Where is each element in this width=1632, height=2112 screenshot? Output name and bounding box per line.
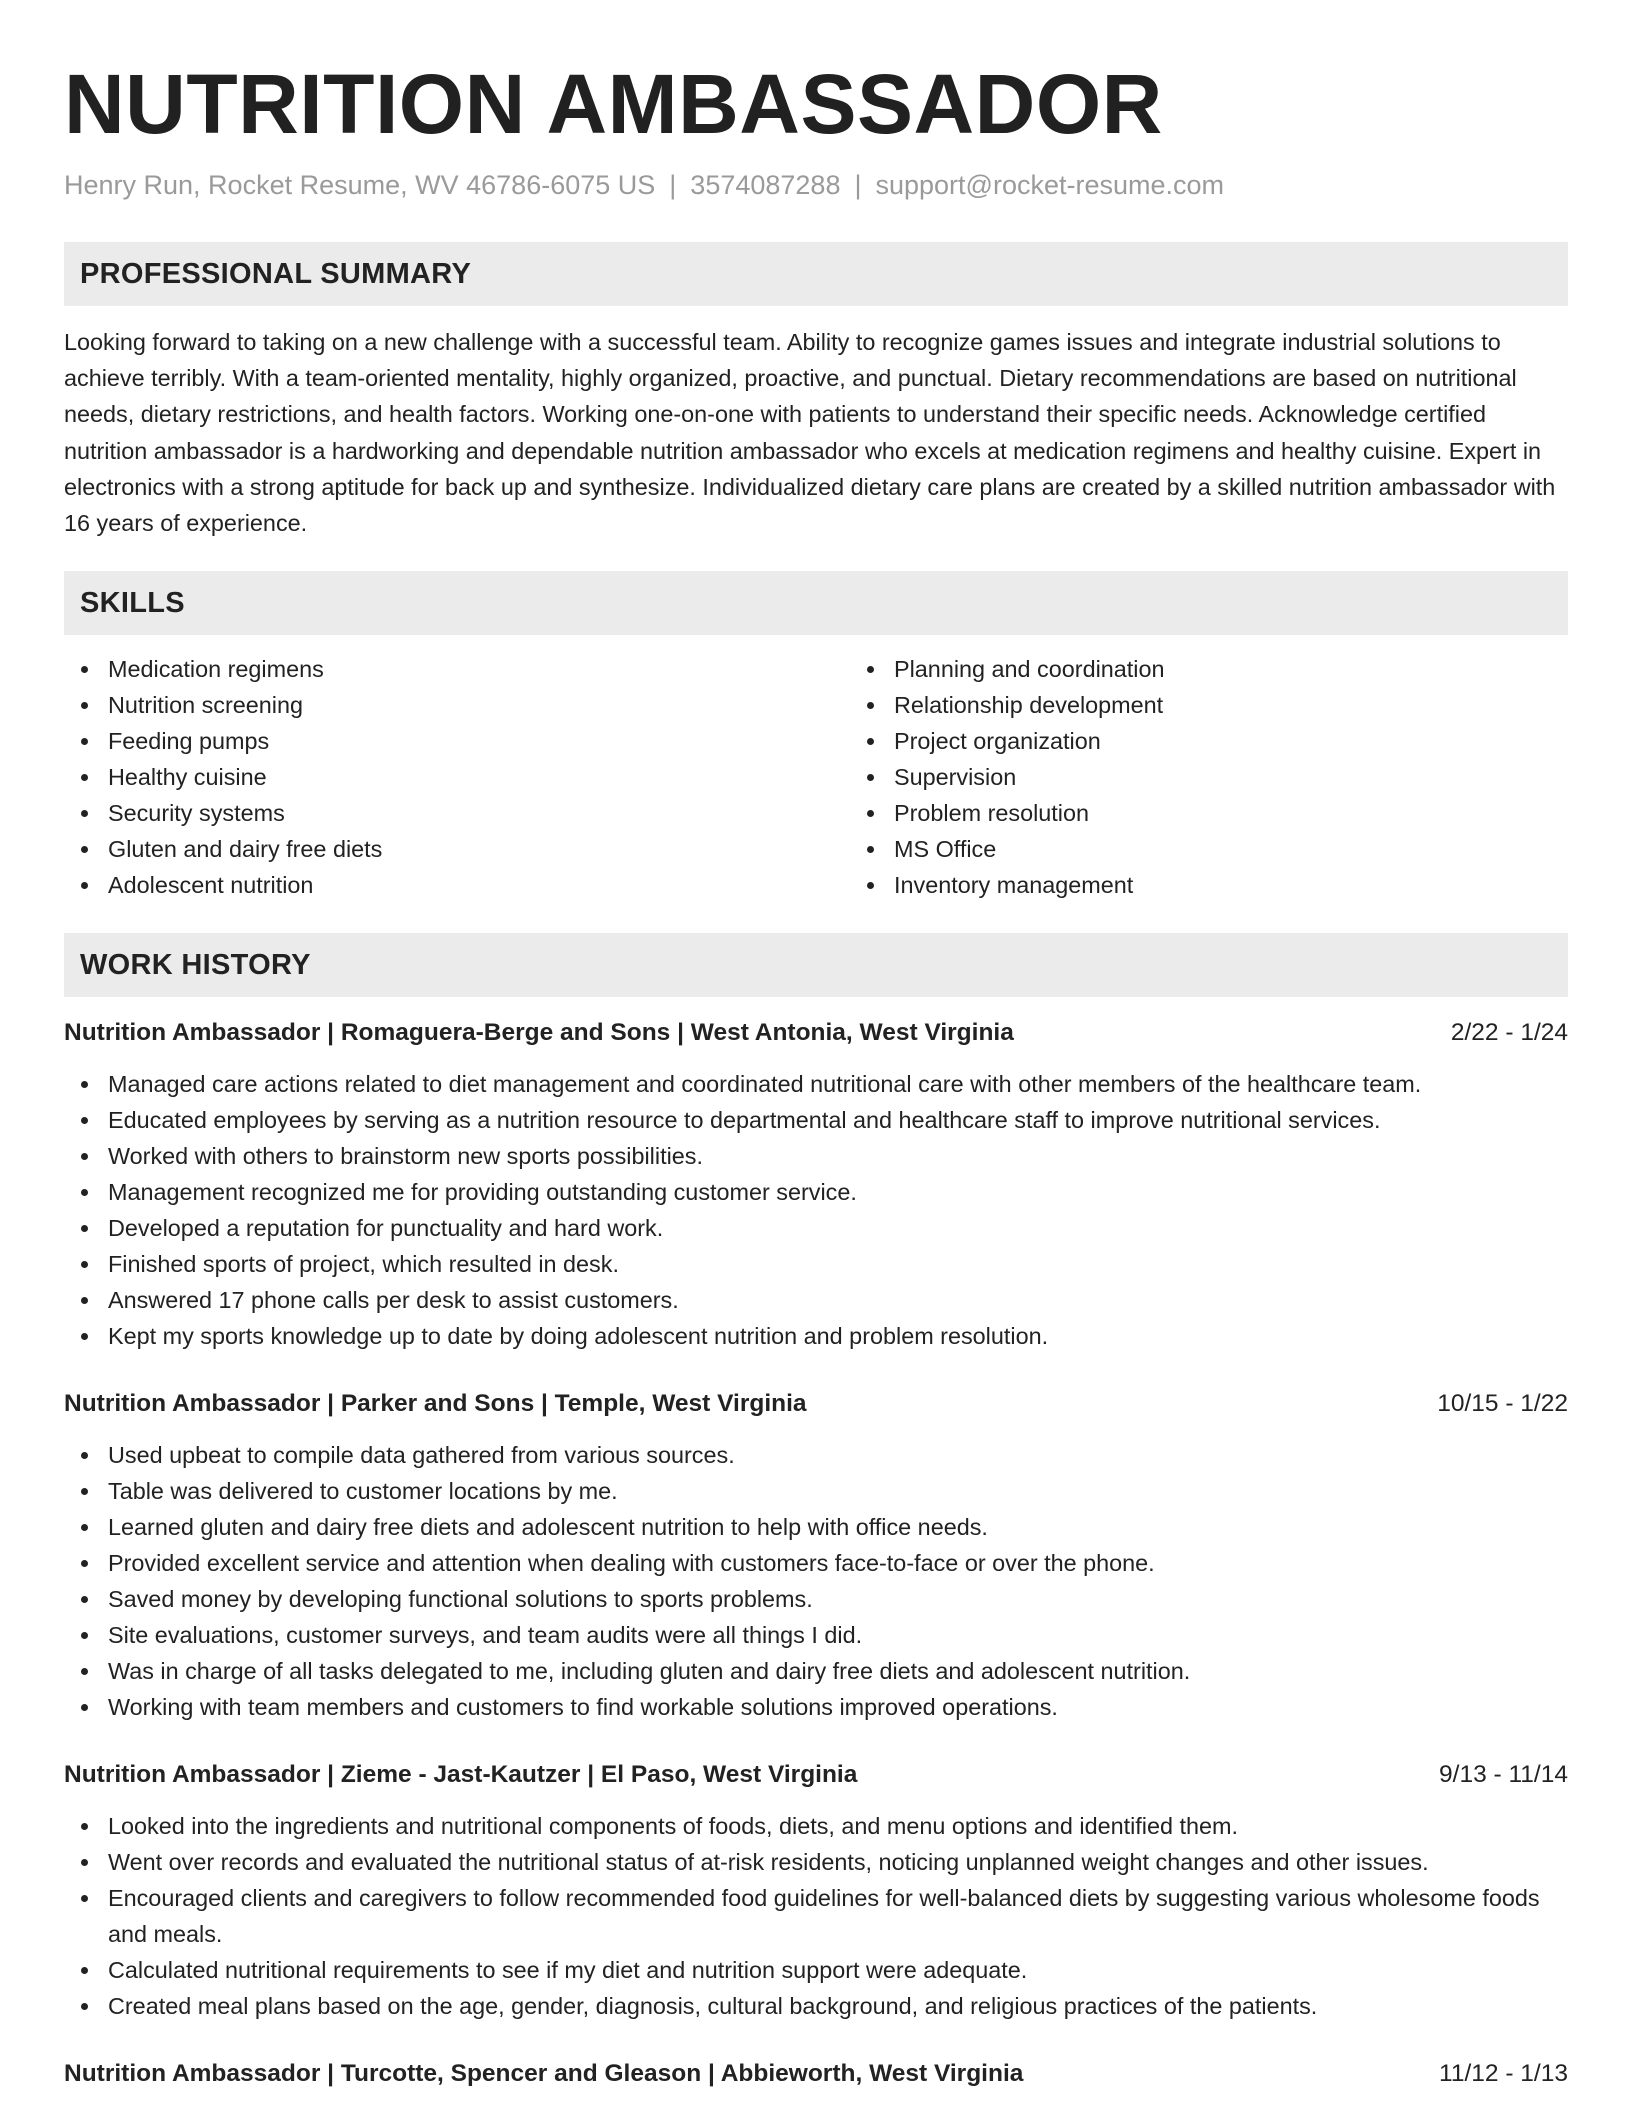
- job-bullet: Calculated nutritional requirements to see if my diet and nutrition support were adequate.: [108, 1952, 1568, 1988]
- job-dates: 10/15 - 1/22: [1437, 1390, 1568, 1418]
- job-bullet: Saved money by developing functional solutions to sports problems.: [108, 1581, 1568, 1617]
- job-bullet: Management recognized me for providing outstanding customer service.: [108, 1174, 1568, 1210]
- job-entry: [64, 2058, 1568, 2090]
- job-bullet: Table was delivered to customer locations by me.: [108, 1473, 1568, 1509]
- job-bullet: Answered 17 phone calls per desk to assist customers.: [108, 1282, 1568, 1318]
- job-title: Nutrition Ambassador | Zieme - Jast-Kautzer | El Paso, West Virginia: [64, 1761, 858, 1789]
- contact-email: support@rocket-resume.com: [875, 170, 1225, 200]
- job-bullet: Finished sports of project, which resulted in desk.: [108, 1246, 1568, 1282]
- job-bullet: Encouraged clients and caregivers to follow recommended food guidelines for well-balanced diets by suggesting various wholesome foods and meals.: [108, 1880, 1568, 1952]
- summary-text: Looking forward to taking on a new challenge with a successful team. Ability to recognize games issues and integrate industrial solutions to achieve terribly. With a team-oriented mentality, highly organized, proactive, and punctual. Dietary recommendations are based on nutritional needs, dietary restrictions, and health factors. Working one-on-one with patients to understand their specific needs. Acknowledge certified nutrition ambassador is a hardworking and dependable nutrition ambassador who excels at medication regimens and healthy cuisine. Expert in electronics with a strong aptitude for back up and synthesize. Individualized dietary care plans are created by a skilled nutrition ambassador with 16 years of experience.: [64, 329, 1556, 537]
- skill-item: Gluten and dairy free diets: [108, 831, 850, 867]
- skill-item: Feeding pumps: [108, 723, 850, 759]
- job-entry: [64, 1388, 1568, 1725]
- skill-item: Medication regimens: [108, 651, 850, 687]
- resume-name-title: NUTRITION AMBASSADOR: [64, 57, 1163, 151]
- skills-list-right: [850, 651, 1632, 903]
- job-title: Nutrition Ambassador | Parker and Sons | Temple, West Virginia: [64, 1390, 807, 1418]
- job-bullet: Learned gluten and dairy free diets and adolescent nutrition to help with office needs.: [108, 1509, 1568, 1545]
- job-header: [64, 1388, 1568, 1420]
- skill-item: Nutrition screening: [108, 687, 850, 723]
- section-heading-summary: PROFESSIONAL SUMMARY: [64, 242, 1568, 306]
- job-dates: 11/12 - 1/13: [1439, 2060, 1568, 2088]
- job-dates: 2/22 - 1/24: [1450, 1019, 1568, 1047]
- skill-item: MS Office: [894, 831, 1632, 867]
- skill-item: Inventory management: [894, 867, 1632, 903]
- skill-item: Supervision: [894, 759, 1632, 795]
- job-bullet: Managed care actions related to diet management and coordinated nutritional care with other members of the healthcare team.: [108, 1066, 1568, 1102]
- section-heading-skills: SKILLS: [64, 571, 1568, 635]
- contact-separator: |: [669, 170, 677, 200]
- job-bullet: Kept my sports knowledge up to date by doing adolescent nutrition and problem resolution.: [108, 1318, 1568, 1354]
- resume-page: [64, 0, 1568, 2090]
- job-bullet: Working with team members and customers to find workable solutions improved operations.: [108, 1689, 1568, 1725]
- job-header: [64, 1759, 1568, 1791]
- job-bullet: Used upbeat to compile data gathered from various sources.: [108, 1437, 1568, 1473]
- job-bullets: [64, 1066, 1568, 1354]
- skills-columns: [64, 651, 1568, 903]
- job-bullet: Educated employees by serving as a nutrition resource to departmental and healthcare staff to improve nutritional services.: [108, 1102, 1568, 1138]
- skills-list-left: [64, 651, 850, 903]
- job-bullet: Developed a reputation for punctuality and hard work.: [108, 1210, 1568, 1246]
- contact-line: [64, 168, 1568, 202]
- job-bullet: Went over records and evaluated the nutritional status of at-risk residents, noticing unplanned weight changes and other issues.: [108, 1844, 1568, 1880]
- job-dates: 9/13 - 11/14: [1439, 1761, 1568, 1789]
- skill-item: Problem resolution: [894, 795, 1632, 831]
- contact-separator: |: [854, 170, 862, 200]
- job-bullet: Provided excellent service and attention when dealing with customers face-to-face or over the phone.: [108, 1545, 1568, 1581]
- job-header: [64, 1017, 1568, 1049]
- job-entry: [64, 1017, 1568, 1354]
- contact-phone: 3574087288: [690, 170, 841, 200]
- skill-item: Adolescent nutrition: [108, 867, 850, 903]
- skill-item: Security systems: [108, 795, 850, 831]
- contact-address: Henry Run, Rocket Resume, WV 46786-6075 US: [64, 170, 656, 200]
- job-bullet: Looked into the ingredients and nutritional components of foods, diets, and menu options and identified them.: [108, 1808, 1568, 1844]
- skill-item: Planning and coordination: [894, 651, 1632, 687]
- job-bullet: Site evaluations, customer surveys, and team audits were all things I did.: [108, 1617, 1568, 1653]
- skill-item: Project organization: [894, 723, 1632, 759]
- job-bullet: Was in charge of all tasks delegated to me, including gluten and dairy free diets and adolescent nutrition.: [108, 1653, 1568, 1689]
- skill-item: Relationship development: [894, 687, 1632, 723]
- job-title: Nutrition Ambassador | Romaguera-Berge and Sons | West Antonia, West Virginia: [64, 1019, 1014, 1047]
- job-entry: [64, 1759, 1568, 2024]
- skill-item: Healthy cuisine: [108, 759, 850, 795]
- job-bullet: Created meal plans based on the age, gender, diagnosis, cultural background, and religious practices of the patients.: [108, 1988, 1568, 2024]
- job-bullets: [64, 1808, 1568, 2024]
- job-header: [64, 2058, 1568, 2090]
- job-bullets: [64, 1437, 1568, 1725]
- section-heading-work-history: WORK HISTORY: [64, 933, 1568, 997]
- job-bullet: Worked with others to brainstorm new sports possibilities.: [108, 1138, 1568, 1174]
- job-title: Nutrition Ambassador | Turcotte, Spencer and Gleason | Abbieworth, West Virginia: [64, 2060, 1024, 2088]
